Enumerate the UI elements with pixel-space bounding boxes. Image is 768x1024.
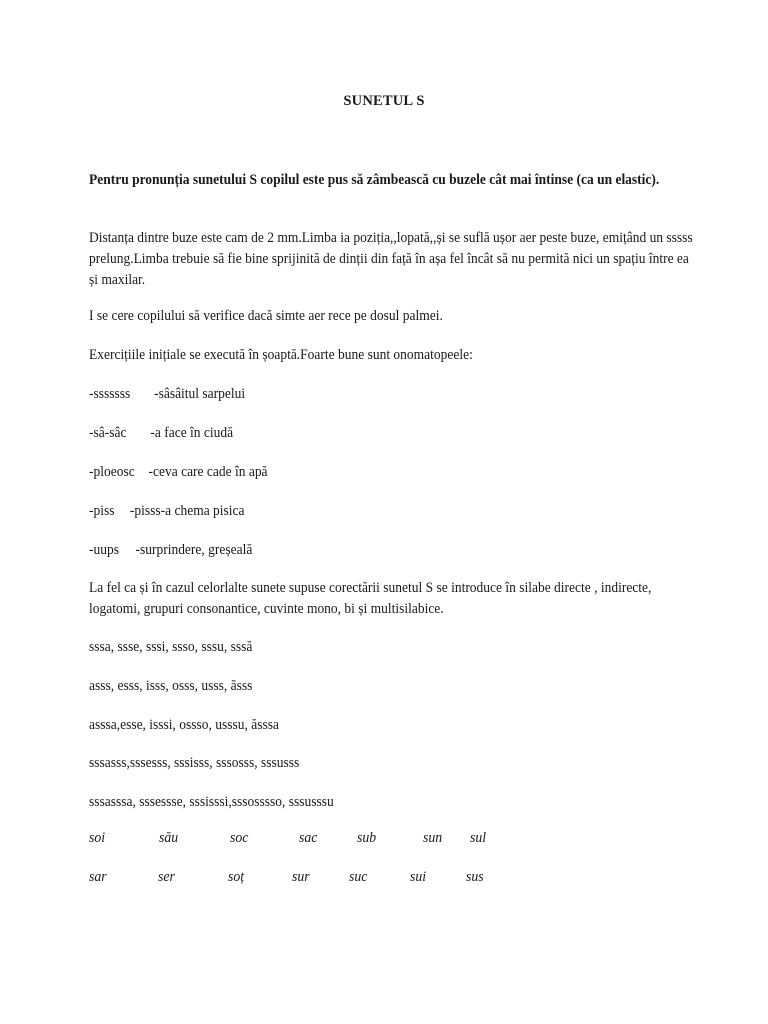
word: soi bbox=[89, 830, 106, 846]
word: soc bbox=[230, 830, 249, 846]
word: sul bbox=[470, 830, 487, 846]
page-title: SUNETUL S bbox=[343, 93, 425, 109]
paragraph-position: Distanța dintre buze este cam de 2 mm.Limba ia poziția,,lopată,,și se suflă ușor aer peste buze, emițând un sssss prelung.Limba trebuie să fie bine sprijinită de dinții din față în așa fel încât să nu permită nici un spațiu între ea și maxilar. bbox=[89, 230, 693, 288]
word: sui bbox=[410, 869, 427, 885]
onomatopoeia-meaning: -pisss-a chema pisica bbox=[129, 503, 245, 519]
onomatopoeia-meaning: -sâsâitul sarpelui bbox=[154, 386, 246, 402]
paragraph-syllables: La fel ca și în cazul celorlalte sunete supuse corectării sunetul S se introduce în silabe directe , indirecte, logatomi, grupuri consonantice, cuvinte mono, bi și multisilabice. bbox=[89, 580, 652, 617]
word: sub bbox=[357, 830, 377, 846]
syllable-line: sssasss,sssesss, sssisss, sssosss, sssusss bbox=[89, 755, 300, 771]
word: sur bbox=[292, 869, 310, 885]
intro-paragraph: Pentru pronunția sunetului S copilul este pus să zâmbească cu buzele cât mai întinse (ca un elastic). bbox=[89, 172, 660, 188]
onomatopoeia-sound: -sâ-sâc bbox=[89, 425, 127, 441]
onomatopoeia-item bbox=[89, 501, 647, 522]
word: sac bbox=[299, 830, 318, 846]
word: suc bbox=[349, 869, 368, 885]
word: sus bbox=[466, 869, 484, 885]
onomatopoeia-item bbox=[89, 423, 647, 444]
syllable-line: sssasssa, sssessse, sssisssi,sssosssso, sssusssu bbox=[89, 794, 334, 810]
syllable-line: asss, esss, isss, osss, usss, ăsss bbox=[89, 678, 253, 694]
onomatopoeia-item bbox=[89, 462, 647, 483]
onomatopoeia-sound: -ploeosc bbox=[89, 464, 135, 480]
paragraph-verify: I se cere copilului să verifice dacă simte aer rece pe dosul palmei. bbox=[89, 308, 443, 324]
onomatopoeia-sound: -sssssss bbox=[89, 386, 131, 402]
onomatopoeia-item bbox=[89, 384, 647, 405]
onomatopoeia-sound: -uups bbox=[89, 542, 119, 558]
onomatopoeia-meaning: -surprindere, greșeală bbox=[135, 542, 253, 558]
word: ser bbox=[158, 869, 175, 885]
word: sun bbox=[423, 830, 443, 846]
word: soț bbox=[228, 869, 245, 885]
onomatopoeia-meaning: -a face în ciudă bbox=[150, 425, 234, 441]
word: său bbox=[159, 830, 179, 846]
onomatopoeia-sound: -piss bbox=[89, 503, 115, 519]
onomatopoeia-item bbox=[89, 540, 647, 561]
onomatopoeia-meaning: -ceva care cade în apă bbox=[148, 464, 268, 480]
syllable-line: sssa, ssse, sssi, ssso, sssu, sssă bbox=[89, 639, 253, 655]
paragraph-exercises: Exercițiile inițiale se execută în șoaptă.Foarte bune sunt onomatopeele: bbox=[89, 347, 473, 363]
word: sar bbox=[89, 869, 107, 885]
syllable-line: asssa,esse, isssi, ossso, usssu, ăsssa bbox=[89, 717, 279, 733]
